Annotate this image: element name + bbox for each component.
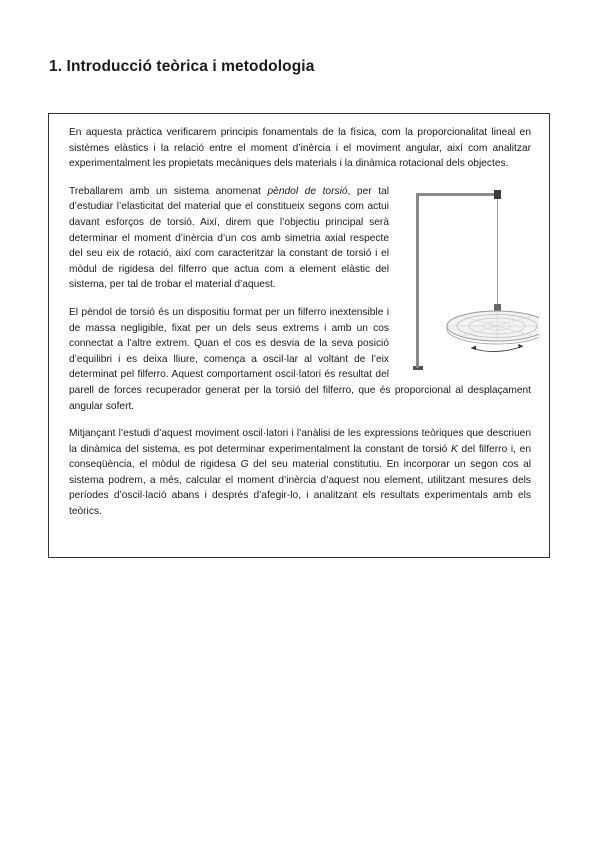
torsion-pendulum-icon bbox=[399, 188, 539, 374]
paragraph-method-text-c: del seu material constitutiu. En incorporar un segon cos al sistema podrem, a més, calcular el moment d’inèrcia d’aquest nou element, utilitzant mesures dels períodes d’oscil·lació abans i després d’afegir-lo, i analitzant els resultats experimentals amb els teòrics. bbox=[69, 459, 531, 518]
paragraph-method-text-b: del filferro i, en conseqüència, el mòdul de rigidesa bbox=[69, 443, 531, 471]
paragraph-system-text-b: , per tal d’estudiar l’elasticitat del material que el constitueix segons com actui davant esforços de torsió. Així, direm que l’objectiu principal serà determinar el moment d’inèrcia d’un cos amb simetria axial respecte del seu eix de rotació, així com caracteritzar la constant de torsió i el mòdul de rigidesa del filferro que actua com a element elàstic del sistema, per tal de trobar el material d’aquest. bbox=[69, 185, 389, 291]
content-box bbox=[48, 113, 550, 558]
term-torsion-pendulum: pèndol de torsió bbox=[267, 185, 348, 197]
symbol-K: K bbox=[451, 443, 458, 455]
section-heading: 1. Introducció teòrica i metodologia bbox=[49, 58, 315, 75]
paragraph-device: El pèndol de torsió és un dispositiu format per un filferro inextensible i de massa negligible, fixat per un dels seus extrems i amb un cos connectat a l’altre extrem. Quan el cos es desvia de la seva posició d’equilibri i es deixa lliure, comença a oscil·lar al voltant de l’eix determinat pel filferro. Aquest comportament oscil·latori és resultat del parell de forces recuperador generat per la torsió del filferro, que és proporcional al desplaçament angular sofert. bbox=[69, 306, 531, 412]
paragraph-method-text-a: Mitjançant l’estudi d’aquest moviment oscil·latori i l’anàlisi de les expressions teòriques que descriuen la dinàmica del sistema, es pot determinar experimentalment la constant de torsió bbox=[69, 428, 531, 455]
content-text bbox=[69, 125, 531, 532]
symbol-G: G bbox=[240, 459, 249, 471]
torsion-pendulum-figure bbox=[399, 188, 539, 374]
paragraph-method bbox=[69, 426, 531, 520]
paragraph-intro: En aquesta pràctica verificarem principis fonamentals de la física, com la proporcionalitat lineal en sistèmes elàstics i la relació entre el moment d’inèrcia i el moviment angular, així com analitzar experimentalment les propietats mecàniques dels materials i la dinàmica rotacional dels objectes. bbox=[69, 127, 531, 170]
paragraph-system-text-a: Treballarem amb un sistema anomenat bbox=[69, 185, 268, 197]
